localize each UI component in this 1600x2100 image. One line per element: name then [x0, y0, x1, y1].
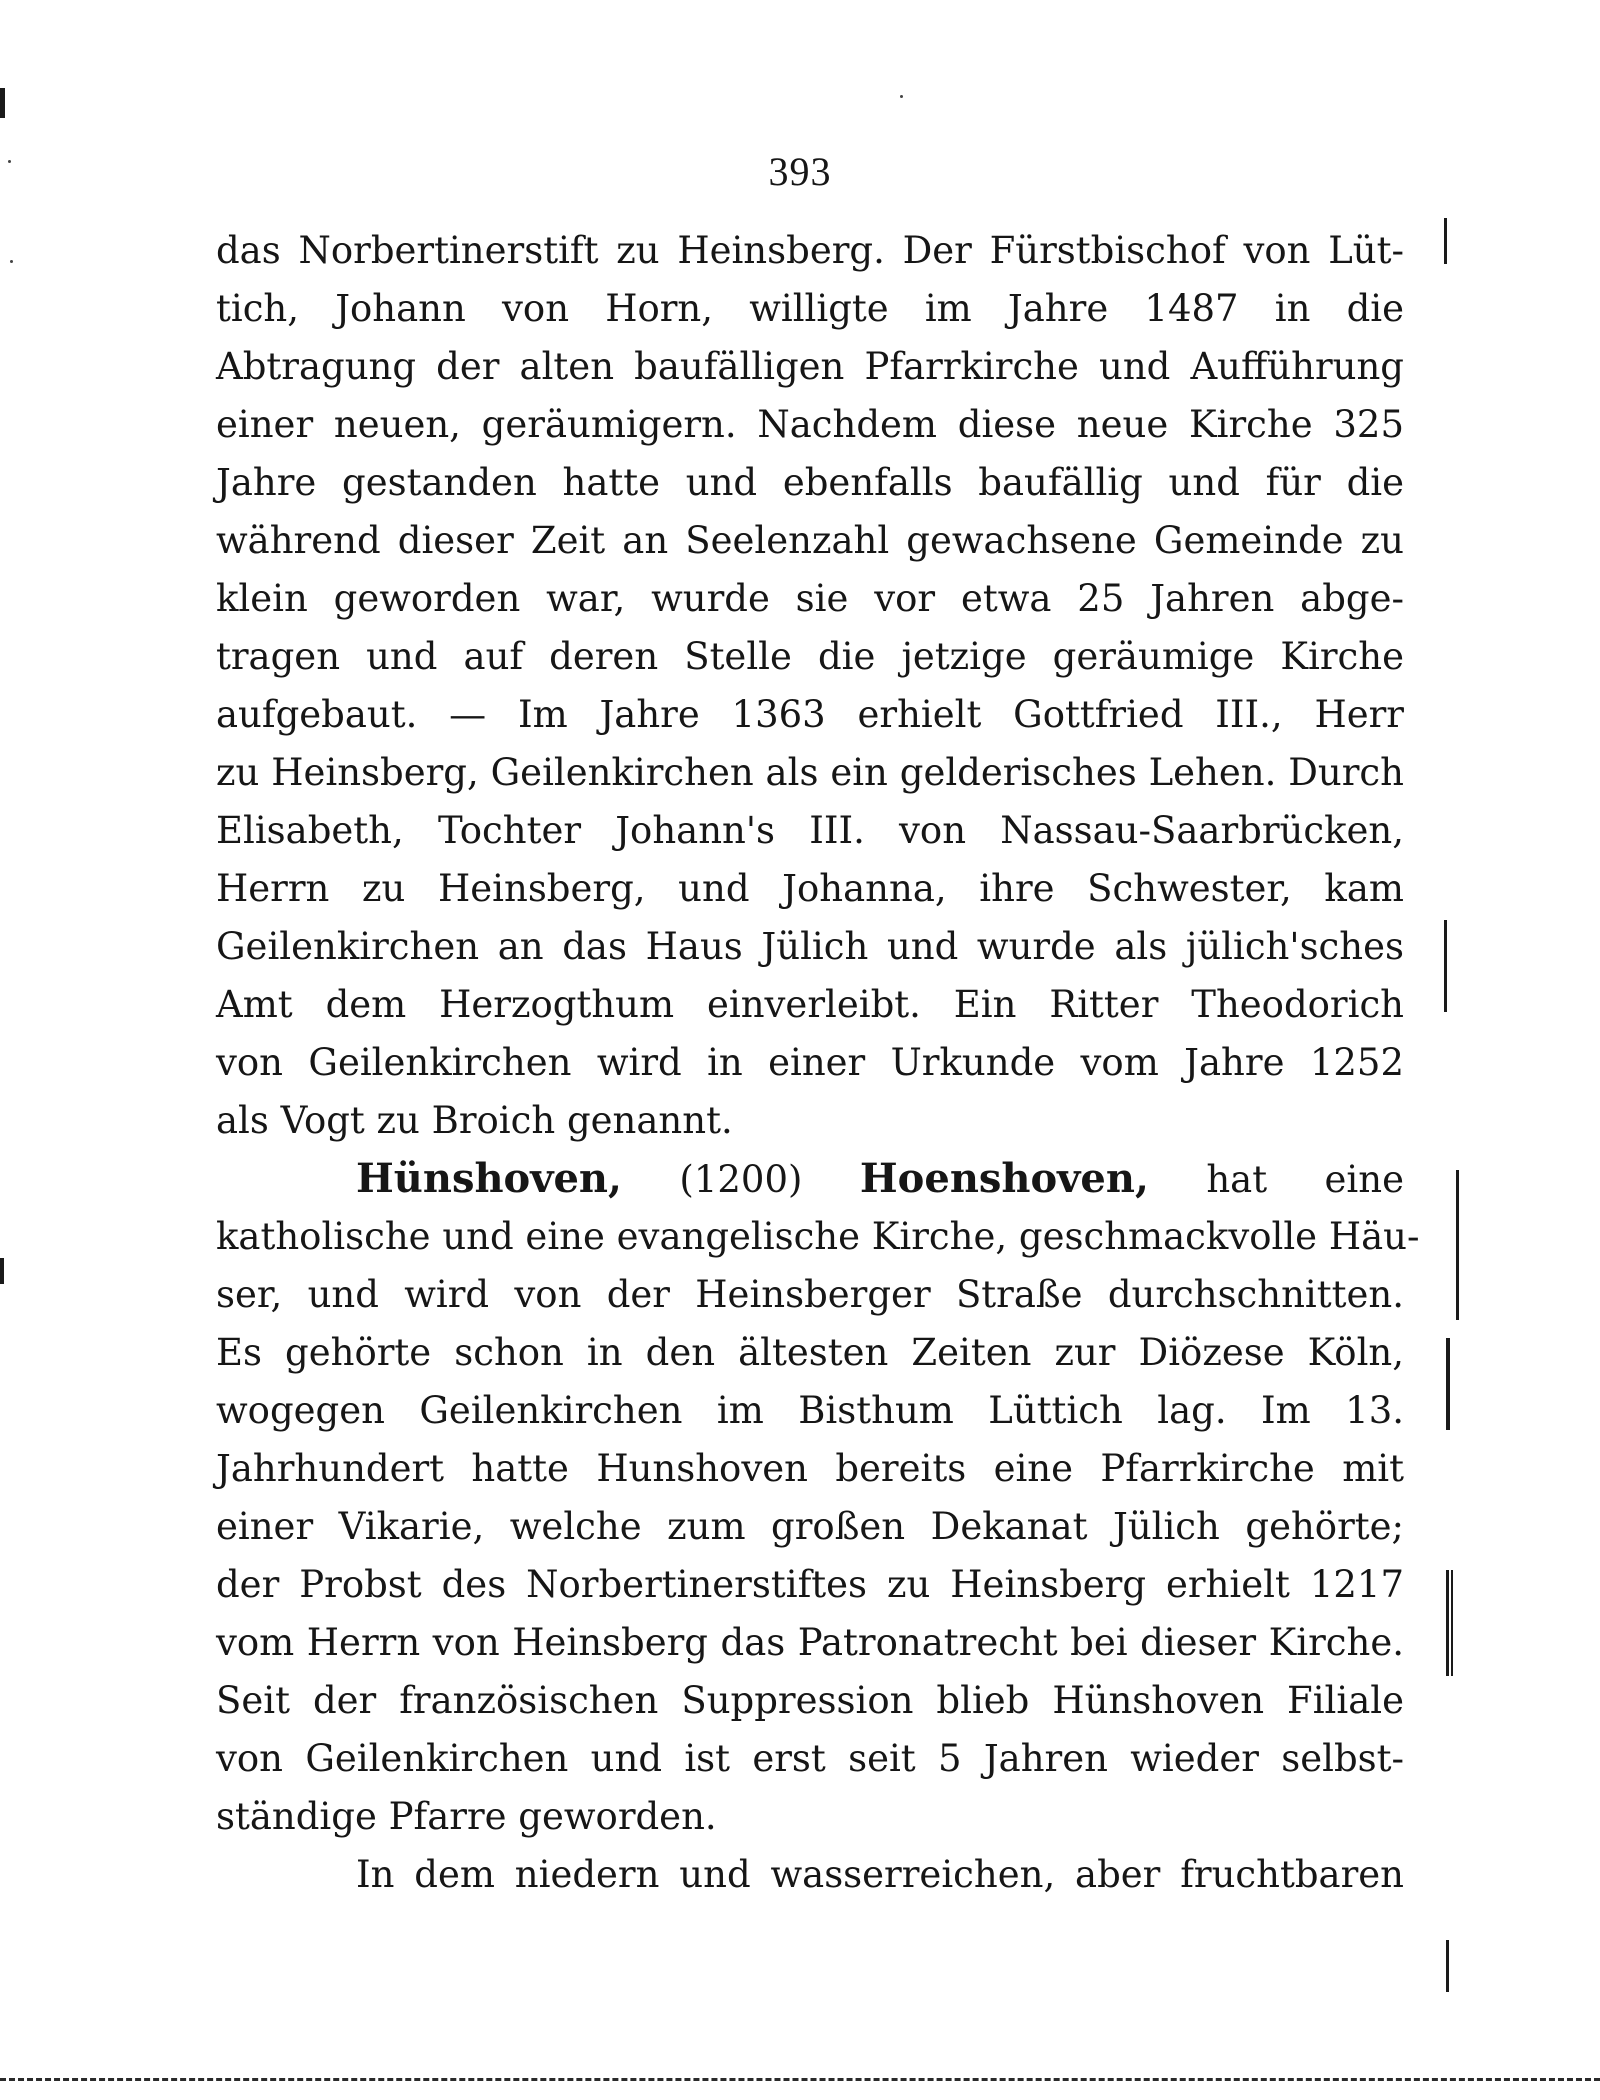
entry-heading-variant: Hoenshoven, — [859, 1155, 1149, 1202]
text-line: von Geilenkirchen wird in einer Urkunde vom Jahre 1252 — [216, 1041, 1404, 1084]
text-line: von Geilenkirchen und ist erst seit 5 Jahren wieder selbst- — [216, 1737, 1404, 1780]
text-line: Seit der französischen Suppression blieb Hünshoven Filiale — [216, 1679, 1404, 1722]
margin-mark — [1446, 1570, 1449, 1676]
text-line: In dem niedern und wasserreichen, aber fruchtbaren — [356, 1853, 1404, 1896]
text-line: Herrn zu Heinsberg, und Johanna, ihre Schwester, kam — [216, 867, 1404, 910]
margin-mark — [1444, 920, 1447, 1012]
page-number: 393 — [768, 149, 832, 194]
scan-bottom-edge — [0, 2078, 1600, 2084]
text-line: ser, und wird von der Heinsberger Straße durchschnitten. — [216, 1273, 1404, 1316]
entry-year: (1200) — [679, 1158, 803, 1201]
text-line: tragen und auf deren Stelle die jetzige geräumige Kirche — [216, 635, 1404, 678]
margin-mark — [1451, 1570, 1453, 1676]
scan-edge-mark — [0, 88, 5, 118]
margin-mark — [1446, 1940, 1449, 1992]
text-line: einer neuen, geräumigern. Nachdem diese neue Kirche 325 — [216, 403, 1404, 446]
text-line: Geilenkirchen an das Haus Jülich und wurde als jülich'sches — [216, 925, 1404, 968]
entry-heading-line — [216, 1150, 1404, 1208]
margin-mark — [1456, 1170, 1459, 1320]
text-line: tich, Johann von Horn, willigte im Jahre 1487 in die — [216, 287, 1404, 330]
text-line: ständige Pfarre geworden. — [216, 1795, 717, 1838]
scan-speck — [900, 95, 903, 98]
text-line: zu Heinsberg, Geilenkirchen als ein gelderisches Lehen. Durch — [216, 751, 1404, 794]
text-line: wogegen Geilenkirchen im Bisthum Lüttich lag. Im 13. — [216, 1389, 1404, 1432]
margin-mark — [1444, 218, 1447, 264]
text-line: während dieser Zeit an Seelenzahl gewachsene Gemeinde zu — [216, 519, 1404, 562]
scan-edge-mark — [0, 1258, 4, 1284]
text-line: Amt dem Herzogthum einverleibt. Ein Ritter Theodorich — [216, 983, 1404, 1026]
text-line: Jahre gestanden hatte und ebenfalls baufällig und für die — [216, 461, 1404, 504]
text-line: als Vogt zu Broich genannt. — [216, 1099, 733, 1142]
text-line: aufgebaut. — Im Jahre 1363 erhielt Gottfried III., Herr — [216, 693, 1404, 736]
text-line: der Probst des Norbertinerstiftes zu Heinsberg erhielt 1217 — [216, 1563, 1404, 1606]
text-line: katholische und eine evangelische Kirche, geschmackvolle Häu- — [216, 1215, 1420, 1258]
text-line: Es gehörte schon in den ältesten Zeiten zur Diözese Köln, — [216, 1331, 1404, 1374]
text-line: Abtragung der alten baufälligen Pfarrkirche und Aufführung — [216, 345, 1404, 388]
text-line: klein geworden war, wurde sie vor etwa 25 Jahren abge- — [216, 577, 1404, 620]
text-line: Elisabeth, Tochter Johann's III. von Nassau-Saarbrücken, — [216, 809, 1404, 852]
text-line: das Norbertinerstift zu Heinsberg. Der Fürstbischof von Lüt- — [216, 229, 1404, 272]
scan-speck — [10, 260, 13, 263]
body-text — [216, 222, 1420, 1904]
entry-heading: Hünshoven, — [356, 1155, 622, 1202]
entry-heading-rest: hat eine — [1206, 1158, 1404, 1201]
text-line: einer Vikarie, welche zum großen Dekanat Jülich gehörte; — [216, 1505, 1404, 1548]
margin-mark — [1446, 1338, 1450, 1430]
text-line: vom Herrn von Heinsberg das Patronatrecht bei dieser Kirche. — [216, 1621, 1404, 1664]
text-line: Jahrhundert hatte Hunshoven bereits eine Pfarrkirche mit — [216, 1447, 1404, 1490]
